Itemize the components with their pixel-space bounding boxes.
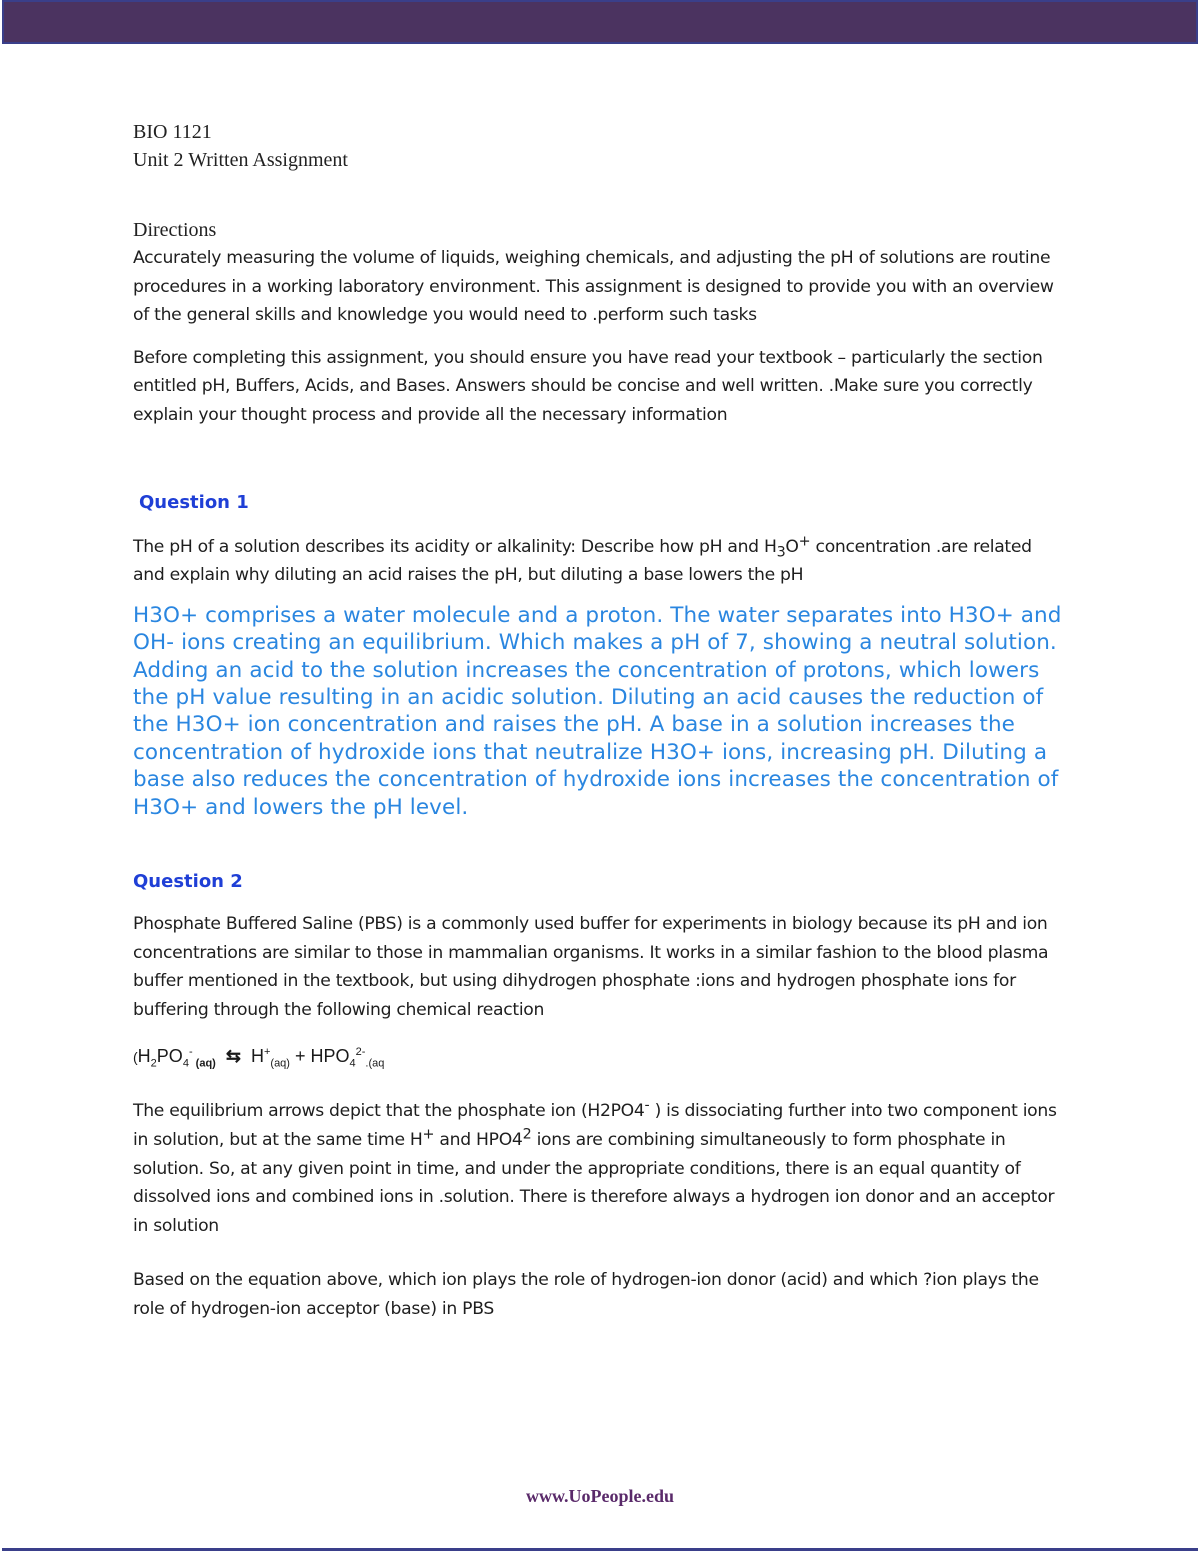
equilibrium-arrow-icon: ⇆ [225,1046,241,1067]
footer-website-link[interactable]: www.UoPeople.edu [526,1486,674,1506]
directions-label: Directions [133,219,217,241]
directions-paragraph-2: Before completing this assignment, you should ensure you have read your textbook – particularly the section entitled pH, Buffers, Acids, and Bases. Answers should be concise and well written. .Make sure you correctly explain your thought process and provide all the necessary information [133,347,1043,425]
question-2-final-prompt: Based on the equation above, which ion plays the role of hydrogen-ion donor (acid) and which ?ion plays the role of hydrogen-ion acceptor (base) in PBS [133,1270,1039,1319]
equilibrium-explanation: The equilibrium arrows depict that the phosphate ion (H2PO4- ) is dissociating further into two component ions in solution, but at the same time H+ and $HPO4^2$ ions are combining simultaneously to form phosphate in solution. So, at any given point in time, and under the appropriate conditions, there is an equal quantity of dissolved ions and combined ions in .solution. There is therefore always a hydrogen ion donor and an acceptor in solution [133,1097,1057,1236]
question-1-heading: Question 1 [139,491,249,513]
footer-rule [2,1548,1198,1551]
question-2-prompt: Phosphate Buffered Saline (PBS) is a commonly used buffer for experiments in biology because its pH and ion concentrations are similar to those in mammalian organisms. It works in a similar fashion to the blood plasma buffer mentioned in the textbook, but using dihydrogen phosphate :ions and hydrogen phosphate ions for buffering through the following chemical reaction [133,914,1049,1020]
buffer-equation: ($H_2PO_4^-$ $_{(aq)}$ ⇆ $H^+_{(aq)} + HPO_4^{2-}_{.(aq}$ [133,1046,385,1070]
assignment-title: Unit 2 Written Assignment [133,149,348,171]
directions-paragraph-1: Accurately measuring the volume of liquids, weighing chemicals, and adjusting the pH of solutions are routine procedures in a working laboratory environment. This assignment is designed to provide you with an overview of the general skills and knowledge you would need to .perform such tasks [133,248,1054,326]
header-banner [2,0,1198,44]
question-1-answer: H3O+ comprises a water molecule and a proton. The water separates into H3O+ and OH- ions creating an equilibrium. Which makes a pH of 7, showing a neutral solution. Adding an acid to the solution increases the concentration of protons, which lowers the pH value resulting in an acidic solution. Diluting an acid causes the reduction of the H3O+ ion concentration and raises the pH. A base in a solution increases the concentration of hydroxide ions that neutralize H3O+ ions, increasing pH. Diluting a base also reduces the concentration of hydroxide ions increases the concentration of H3O+ and lowers the pH level. [133,602,1062,820]
course-code: BIO 1121 [133,121,212,143]
question-2-heading: Question 2 [133,871,243,892]
document-body [133,118,1068,1324]
question-1-prompt: The pH of a solution describes its acidity or alkalinity: Describe how pH and $H_3O^+$ concentration .are related and explain why diluting an acid raises the pH, but diluting a base lowers the pH [133,532,1032,586]
